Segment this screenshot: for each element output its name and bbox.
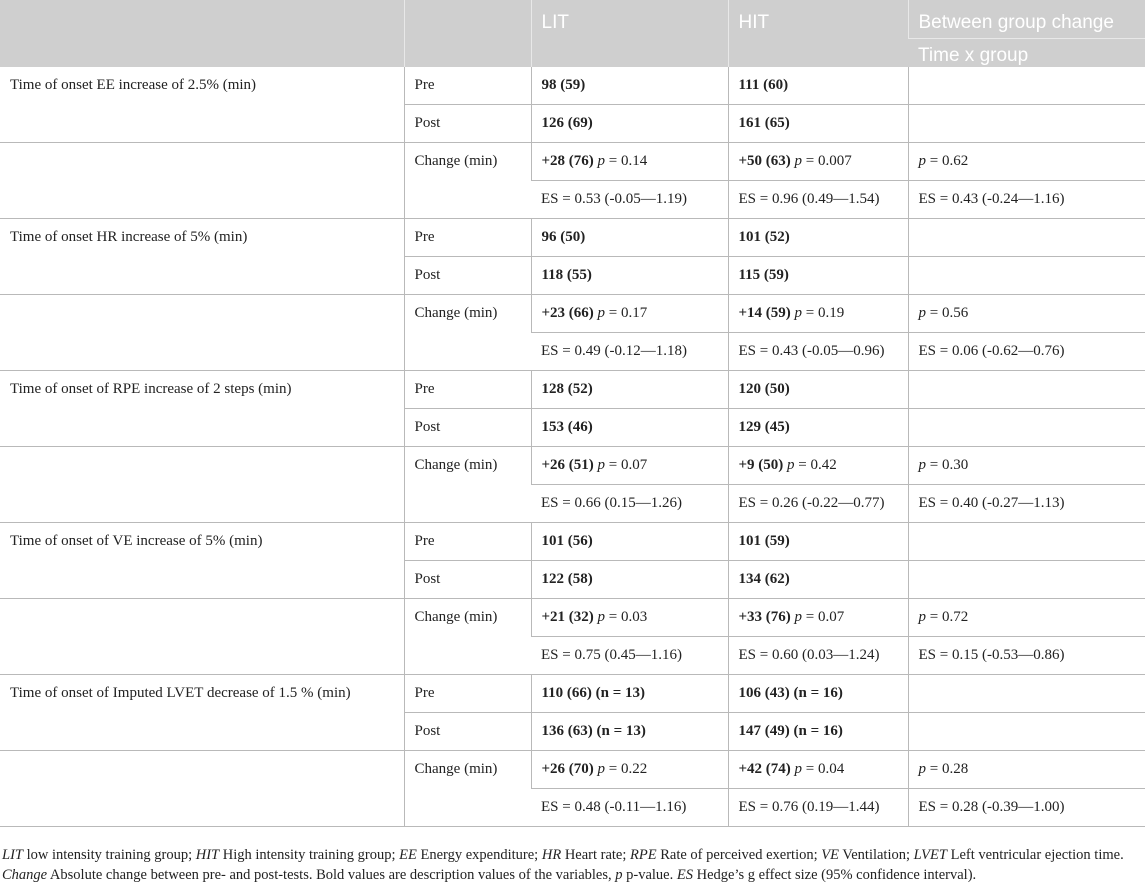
hit-pre-bold: 101 (52) (738, 229, 790, 245)
hit-effect-size: ES = 0.96 (0.49—1.54) (728, 181, 908, 219)
table-row-change (0, 751, 1145, 789)
footnote-abbreviation: ES (676, 867, 693, 883)
between-p-value: = 0.72 (929, 609, 969, 625)
between-change-p (908, 599, 1145, 637)
lit-change-bold: +28 (76) (541, 153, 594, 169)
lit-change-p-value: = 0.03 (608, 609, 648, 625)
table-row-post (0, 409, 1145, 447)
footnote-abbreviation: p (615, 867, 623, 883)
lit-pre-bold: 96 (50) (541, 229, 586, 245)
p-symbol: p (918, 609, 926, 625)
hit-change-value (728, 599, 908, 637)
hit-effect-size: ES = 0.60 (0.03—1.24) (728, 637, 908, 675)
footnote-abbreviation: HIT (195, 847, 220, 863)
hit-pre-value (728, 67, 908, 105)
footnote-line-2 (2, 865, 1142, 885)
between-effect-size: ES = 0.15 (-0.53—0.86) (908, 637, 1145, 675)
hit-change-bold: +9 (50) (738, 457, 784, 473)
hit-change-p-value: = 0.04 (805, 761, 845, 777)
between-p-value: = 0.30 (929, 457, 969, 473)
hit-pre-value (728, 371, 908, 409)
between-change-p (908, 447, 1145, 485)
between-empty (908, 523, 1145, 561)
variable-label: Time of onset of VE increase of 5% (min) (10, 533, 263, 549)
hit-effect-size: ES = 0.26 (-0.22—0.77) (728, 485, 908, 523)
footnote-abbreviation: HR (541, 847, 562, 863)
footnote-abbreviation: Change (2, 867, 48, 883)
hit-change-value (728, 295, 908, 333)
table-row-change (0, 295, 1145, 333)
p-symbol: p (597, 305, 606, 321)
hit-pre-bold: 106 (43) (n = 16) (738, 685, 843, 701)
lit-change-value (531, 751, 728, 789)
p-symbol: p (918, 457, 926, 473)
hit-change-value (728, 447, 908, 485)
table-row-pre (0, 675, 1145, 713)
lit-change-value (531, 143, 728, 181)
lit-pre-value (531, 371, 728, 409)
timepoint-label: Pre (404, 523, 531, 561)
table-row-pre (0, 219, 1145, 257)
header-between-group-change: Between group change (908, 0, 1145, 39)
lit-change-bold: +21 (32) (541, 609, 594, 625)
footnote-definition: p-value. (622, 867, 677, 883)
footnote-definition: Hedge’s g effect size (95% confidence interval). (692, 867, 977, 883)
timepoint-label: Pre (404, 675, 531, 713)
lit-pre-value (531, 67, 728, 105)
between-p-value: = 0.62 (929, 153, 969, 169)
table-row-change (0, 143, 1145, 181)
lit-post-value (531, 561, 728, 599)
table-row-post (0, 257, 1145, 295)
table-row-post (0, 561, 1145, 599)
hit-change-p-value: = 0.42 (798, 457, 837, 473)
variable-empty (0, 295, 404, 371)
hit-post-value (728, 713, 908, 751)
table-row-pre (0, 523, 1145, 561)
hit-change-p-value: = 0.007 (805, 153, 852, 169)
hit-change-value (728, 143, 908, 181)
variable-empty (0, 713, 404, 751)
footnote-line-1 (2, 845, 1142, 865)
lit-post-value (531, 409, 728, 447)
table-row-post (0, 105, 1145, 143)
hit-pre-value (728, 219, 908, 257)
footnote-definition: low intensity training group; (22, 847, 196, 863)
between-effect-size: ES = 0.06 (-0.62—0.76) (908, 333, 1145, 371)
lit-post-bold: 118 (55) (541, 267, 592, 283)
footnote-definition: Left ventricular ejection time. (946, 847, 1124, 863)
between-p-value: = 0.28 (929, 761, 969, 777)
lit-pre-bold: 110 (66) (n = 13) (541, 685, 646, 701)
footnote-abbreviation: VE (821, 847, 839, 863)
footnote-definition: Ventilation; (839, 847, 914, 863)
variable-label: Time of onset EE increase of 2.5% (min) (10, 77, 257, 93)
between-empty (908, 561, 1145, 599)
header-lit: LIT (531, 0, 728, 67)
lit-pre-value (531, 219, 728, 257)
p-symbol: p (597, 609, 606, 625)
lit-change-bold: +23 (66) (541, 305, 594, 321)
variable-label: Time of onset HR increase of 5% (min) (10, 229, 248, 245)
lit-change-bold: +26 (51) (541, 457, 594, 473)
timepoint-label: Post (404, 105, 531, 143)
hit-change-p-value: = 0.07 (805, 609, 845, 625)
p-symbol: p (794, 761, 803, 777)
p-symbol: p (597, 153, 606, 169)
hit-post-bold: 161 (65) (738, 115, 790, 131)
table-row-pre (0, 371, 1145, 409)
table-row-pre (0, 67, 1145, 105)
hit-post-bold: 129 (45) (738, 419, 790, 435)
timepoint-label: Pre (404, 371, 531, 409)
header-hit: HIT (728, 0, 908, 67)
hit-post-bold: 115 (59) (738, 267, 789, 283)
footnote-abbreviation: LVET (913, 847, 947, 863)
variable-empty (0, 257, 404, 295)
timepoint-label: Pre (404, 67, 531, 105)
variable-label: Time of onset of RPE increase of 2 steps (min) (10, 381, 292, 397)
hit-post-value (728, 257, 908, 295)
variable-empty (0, 143, 404, 219)
between-change-p (908, 143, 1145, 181)
lit-effect-size: ES = 0.66 (0.15—1.26) (531, 485, 728, 523)
lit-change-p-value: = 0.22 (608, 761, 648, 777)
lit-effect-size: ES = 0.49 (-0.12—1.18) (531, 333, 728, 371)
lit-effect-size: ES = 0.48 (-0.11—1.16) (531, 789, 728, 827)
hit-post-value (728, 409, 908, 447)
hit-change-bold: +14 (59) (738, 305, 791, 321)
between-p-value: = 0.56 (929, 305, 969, 321)
between-empty (908, 713, 1145, 751)
hit-pre-bold: 111 (60) (738, 77, 789, 93)
variable-empty (0, 105, 404, 143)
between-change-p (908, 751, 1145, 789)
table-row-change (0, 599, 1145, 637)
table-row-post (0, 713, 1145, 751)
p-symbol: p (794, 153, 803, 169)
lit-pre-bold: 98 (59) (541, 77, 586, 93)
hit-pre-value (728, 523, 908, 561)
lit-pre-bold: 101 (56) (541, 533, 593, 549)
lit-post-bold: 153 (46) (541, 419, 593, 435)
p-symbol: p (918, 153, 926, 169)
between-empty (908, 371, 1145, 409)
footnote-definition: High intensity training group; (219, 847, 400, 863)
variable-empty (0, 751, 404, 827)
footnote-definition: Energy expenditure; (416, 847, 542, 863)
lit-change-value (531, 599, 728, 637)
hit-post-bold: 147 (49) (n = 16) (738, 723, 843, 739)
timepoint-label: Change (min) (404, 143, 531, 219)
p-symbol: p (918, 761, 926, 777)
p-symbol: p (794, 609, 803, 625)
timepoint-label: Post (404, 561, 531, 599)
between-change-p (908, 295, 1145, 333)
between-empty (908, 219, 1145, 257)
timepoint-label: Change (min) (404, 295, 531, 371)
hit-effect-size: ES = 0.43 (-0.05—0.96) (728, 333, 908, 371)
lit-post-value (531, 257, 728, 295)
header-blank-variable (0, 0, 404, 67)
hit-change-bold: +42 (74) (738, 761, 791, 777)
between-empty (908, 409, 1145, 447)
timepoint-label: Post (404, 409, 531, 447)
hit-change-p-value: = 0.19 (805, 305, 845, 321)
lit-change-p-value: = 0.07 (608, 457, 648, 473)
variable-empty (0, 599, 404, 675)
footnote-abbreviation: EE (399, 847, 417, 863)
lit-effect-size: ES = 0.53 (-0.05—1.19) (531, 181, 728, 219)
table-body (0, 67, 1145, 827)
timepoint-label: Change (min) (404, 751, 531, 827)
hit-pre-value (728, 675, 908, 713)
between-empty (908, 257, 1145, 295)
header-time-x-group: Time x group (908, 39, 1145, 68)
timepoint-label: Post (404, 257, 531, 295)
timepoint-label: Change (min) (404, 599, 531, 675)
footnote-abbreviation: RPE (630, 847, 657, 863)
variable-empty (0, 409, 404, 447)
footnote-definition: Rate of perceived exertion; (656, 847, 822, 863)
lit-post-value (531, 713, 728, 751)
between-effect-size: ES = 0.40 (-0.27—1.13) (908, 485, 1145, 523)
table-footnote (2, 845, 1142, 885)
between-empty (908, 675, 1145, 713)
timepoint-label: Pre (404, 219, 531, 257)
p-symbol: p (918, 305, 926, 321)
p-symbol: p (794, 305, 803, 321)
table-row-change (0, 447, 1145, 485)
variable-empty (0, 561, 404, 599)
between-effect-size: ES = 0.43 (-0.24—1.16) (908, 181, 1145, 219)
footnote-abbreviation: LIT (2, 847, 23, 863)
lit-effect-size: ES = 0.75 (0.45—1.16) (531, 637, 728, 675)
hit-pre-bold: 101 (59) (738, 533, 790, 549)
lit-pre-value (531, 675, 728, 713)
footnote-definition: Absolute change between pre- and post-tests. Bold values are description values of the variables, (47, 867, 616, 883)
between-empty (908, 105, 1145, 143)
p-symbol: p (597, 457, 606, 473)
lit-change-p-value: = 0.14 (608, 153, 648, 169)
between-empty (908, 67, 1145, 105)
hit-change-bold: +33 (76) (738, 609, 791, 625)
lit-change-value (531, 447, 728, 485)
hit-change-bold: +50 (63) (738, 153, 791, 169)
hit-pre-bold: 120 (50) (738, 381, 790, 397)
table-header (0, 0, 1145, 67)
lit-post-bold: 126 (69) (541, 115, 593, 131)
lit-pre-bold: 128 (52) (541, 381, 593, 397)
p-symbol: p (787, 457, 795, 473)
hit-effect-size: ES = 0.76 (0.19—1.44) (728, 789, 908, 827)
timepoint-label: Post (404, 713, 531, 751)
lit-post-value (531, 105, 728, 143)
hit-post-value (728, 105, 908, 143)
hit-post-value (728, 561, 908, 599)
lit-change-bold: +26 (70) (541, 761, 594, 777)
hit-post-bold: 134 (62) (738, 571, 790, 587)
p-symbol: p (597, 761, 606, 777)
variable-label: Time of onset of Imputed LVET decrease of 1.5 % (min) (10, 685, 351, 701)
hit-change-value (728, 751, 908, 789)
between-effect-size: ES = 0.28 (-0.39—1.00) (908, 789, 1145, 827)
lit-post-bold: 136 (63) (n = 13) (541, 723, 646, 739)
lit-change-value (531, 295, 728, 333)
lit-change-p-value: = 0.17 (608, 305, 648, 321)
header-blank-time (404, 0, 531, 67)
timepoint-label: Change (min) (404, 447, 531, 523)
variable-empty (0, 447, 404, 523)
footnote-definition: Heart rate; (561, 847, 631, 863)
lit-pre-value (531, 523, 728, 561)
lit-post-bold: 122 (58) (541, 571, 593, 587)
